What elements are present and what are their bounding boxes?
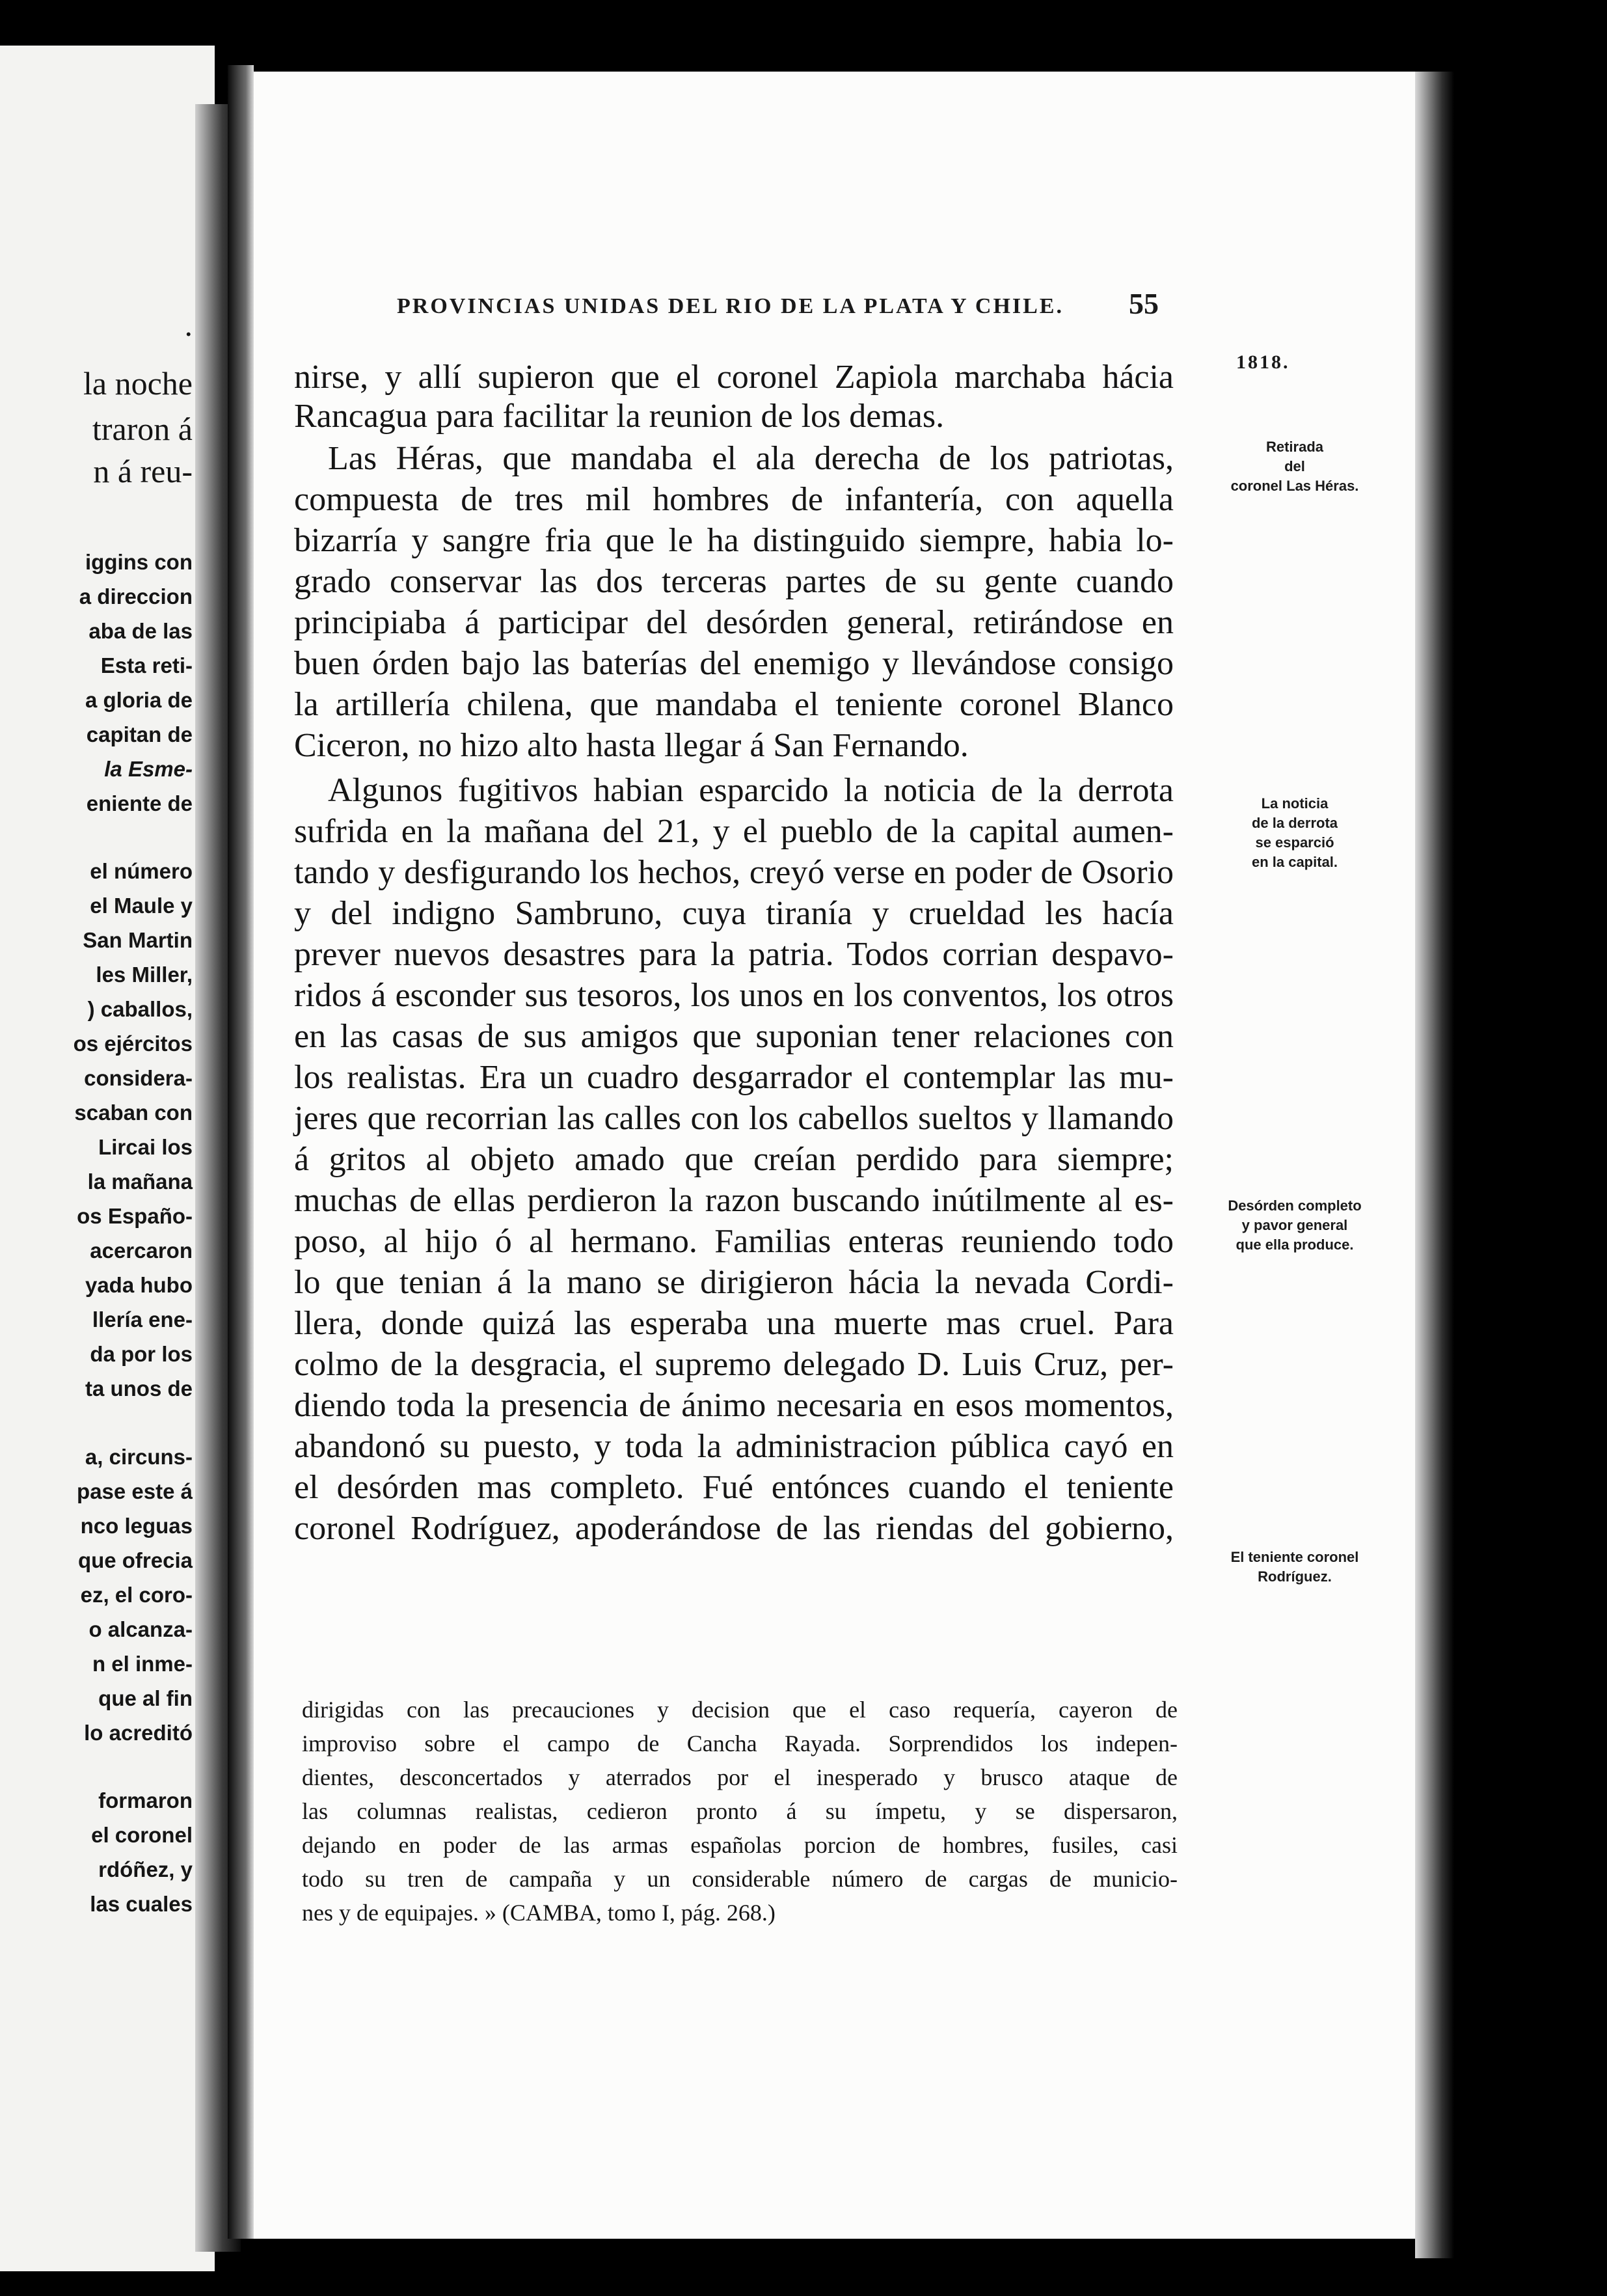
margin-note-desorden bbox=[1184, 1196, 1405, 1255]
body-line: Algunos fugitivos habian esparcido la noticia de la derrota bbox=[328, 772, 1174, 809]
left-page-fragment: llería ene- bbox=[92, 1307, 193, 1332]
left-page-fragment: Lircai los bbox=[98, 1135, 193, 1159]
left-page-fragment: n á reu- bbox=[93, 453, 193, 489]
left-page-fragment: el Maule y bbox=[90, 894, 193, 918]
left-page-fragment: les Miller, bbox=[96, 963, 193, 987]
left-page-fragment: da por los bbox=[90, 1342, 193, 1366]
margin-note-line: en la capital. bbox=[1251, 854, 1338, 870]
body-line: llera, donde quizá las esperaba una muerte mas cruel. Para bbox=[294, 1305, 1174, 1342]
body-line: la artillería chilena, que mandaba el teniente coronel Blanco bbox=[294, 686, 1174, 723]
page-number: 55 bbox=[1129, 287, 1159, 320]
left-page-fragment: scaban con bbox=[74, 1100, 193, 1125]
body-line: á gritos al objeto amado que creían perdido para siempre; bbox=[294, 1141, 1174, 1178]
left-page-fragment: Esta reti- bbox=[100, 653, 193, 677]
footnote-line: improviso sobre el campo de Cancha Rayada. Sorprendidos los indepen- bbox=[302, 1730, 1178, 1756]
left-page-fragment: lo acreditó bbox=[84, 1721, 193, 1745]
margin-note-line: Desórden completo bbox=[1228, 1197, 1362, 1214]
left-page-fragment: ta unos de bbox=[85, 1376, 193, 1401]
page-fore-edge bbox=[1415, 72, 1454, 2258]
body-line: los realistas. Era un cuadro desgarrador el contemplar las mu- bbox=[294, 1059, 1174, 1096]
body-line: tando y desfigurando los hechos, creyó verse en poder de Osorio bbox=[294, 854, 1174, 891]
body-line: colmo de la desgracia, el supremo delegado D. Luis Cruz, per- bbox=[294, 1346, 1174, 1383]
left-page-fragment: San Martin bbox=[83, 928, 193, 952]
left-page-fragment: n el inme- bbox=[92, 1652, 193, 1676]
left-page-fragment: a direccion bbox=[79, 584, 193, 608]
margin-note-line: El teniente coronel bbox=[1230, 1549, 1359, 1565]
left-page-fragment: ) caballos, bbox=[87, 997, 193, 1021]
footnote-line: nes y de equipajes. » (CAMBA, tomo I, pág. 268.) bbox=[302, 1900, 776, 1926]
left-page-fragment: la Esme- bbox=[104, 757, 193, 781]
left-page-fragment: la noche bbox=[83, 365, 193, 402]
margin-note-line: Retirada bbox=[1265, 439, 1324, 455]
body-line: y del indigno Sambruno, cuya tiranía y crueldad les hacía bbox=[294, 895, 1174, 932]
margin-note-retirada bbox=[1184, 437, 1405, 496]
footnote-line: dirigidas con las precauciones y decision que el caso requería, cayeron de bbox=[302, 1697, 1178, 1723]
margin-note-rodriguez bbox=[1184, 1548, 1405, 1587]
left-page-fragment: rdóñez, y bbox=[98, 1857, 193, 1881]
left-page-fragment: ez, el coro- bbox=[80, 1583, 193, 1607]
margin-note-line: del bbox=[1284, 458, 1305, 474]
left-page-fragment: aba de las bbox=[88, 619, 193, 643]
left-page-fragment: considera- bbox=[84, 1066, 193, 1090]
margin-note-line: Rodríguez. bbox=[1258, 1568, 1332, 1585]
running-title: PROVINCIAS UNIDAS DEL RIO DE LA PLATA Y CHILE. bbox=[397, 294, 1064, 318]
body-line: el desórden mas completo. Fué entónces cuando el teniente bbox=[294, 1469, 1174, 1506]
body-line: grado conservar las dos terceras partes de su gente cuando bbox=[294, 563, 1174, 600]
left-page-fragment: eniente de bbox=[86, 791, 193, 815]
left-page-fragment: pase este á bbox=[77, 1479, 193, 1503]
left-page-fragment: formaron bbox=[98, 1788, 193, 1812]
body-line: ridos á esconder sus tesoros, los unos en los conventos, los otros bbox=[294, 977, 1174, 1014]
left-page-fragment: traron á bbox=[92, 411, 193, 447]
left-page-fragment: a gloria de bbox=[85, 688, 193, 712]
body-line: bizarría y sangre fria que le ha distinguido siempre, habia lo- bbox=[294, 522, 1174, 559]
left-page-fragment: el coronel bbox=[91, 1823, 193, 1847]
left-page-fragment: que ofrecia bbox=[77, 1548, 193, 1572]
footnote-line: las columnas realistas, cedieron pronto á su ímpetu, y se dispersaron, bbox=[302, 1798, 1178, 1824]
body-line: Las Héras, que mandaba el ala derecha de los patriotas, bbox=[328, 440, 1174, 477]
margin-note-line: que ella produce. bbox=[1236, 1237, 1354, 1253]
page-gutter-shadow bbox=[228, 65, 254, 2239]
body-line: diendo toda la presencia de ánimo necesaria en esos momentos, bbox=[294, 1387, 1174, 1424]
left-page-fragment: os ejércitos bbox=[73, 1032, 193, 1056]
margin-note-line: coronel Las Héras. bbox=[1230, 478, 1359, 494]
body-line: en las casas de sus amigos que suponian tener relaciones con bbox=[294, 1018, 1174, 1055]
body-line: compuesta de tres mil hombres de infantería, con aquella bbox=[294, 481, 1174, 518]
margin-note-line: La noticia bbox=[1261, 795, 1329, 812]
left-page-fragment: que al fin bbox=[98, 1686, 193, 1710]
left-page-fragment: capitan de bbox=[86, 722, 193, 746]
body-line: jeres que recorrian las calles con los cabellos sueltos y llamando bbox=[294, 1100, 1174, 1137]
left-page-fragment: el número bbox=[90, 859, 193, 883]
body-line: muchas de ellas perdieron la razon buscando inútilmente al es- bbox=[294, 1182, 1174, 1219]
body-line: coronel Rodríguez, apoderándose de las riendas del gobierno, bbox=[294, 1510, 1174, 1547]
margin-note-line: se esparció bbox=[1255, 834, 1334, 851]
margin-year: 1818. bbox=[1236, 351, 1290, 373]
left-page-fragment: las cuales bbox=[90, 1892, 193, 1916]
left-page-fragment: acercaron bbox=[90, 1238, 193, 1263]
footnote-line: todo su tren de campaña y un considerable número de cargas de municio- bbox=[302, 1866, 1178, 1892]
footnote-line: dientes, desconcertados y aterrados por el inesperado y brusco ataque de bbox=[302, 1764, 1178, 1790]
left-page-fragment: . bbox=[184, 307, 193, 343]
left-page-fragment: os Españo- bbox=[77, 1204, 193, 1228]
margin-note-line: y pavor general bbox=[1241, 1217, 1348, 1233]
body-line: prever nuevos desastres para la patria. Todos corrian despavo- bbox=[294, 936, 1174, 973]
left-page-fragment: a, circuns- bbox=[85, 1445, 193, 1469]
body-line: abandonó su puesto, y toda la administracion pública cayó en bbox=[294, 1428, 1174, 1465]
left-page-fragment: o alcanza- bbox=[88, 1617, 193, 1641]
body-line: lo que tenian á la mano se dirigieron hácia la nevada Cordi- bbox=[294, 1264, 1174, 1301]
left-page-fragment: nco leguas bbox=[80, 1514, 193, 1538]
body-line: principiaba á participar del desórden general, retirándose en bbox=[294, 604, 1174, 641]
left-page-fragment: yada hubo bbox=[85, 1273, 193, 1297]
body-line: sufrida en la mañana del 21, y el pueblo de la capital aumen- bbox=[294, 813, 1174, 850]
left-facing-page bbox=[0, 46, 215, 2271]
left-page-fragment: la mañana bbox=[87, 1169, 193, 1194]
footnote-line: dejando en poder de las armas españolas porcion de hombres, fusiles, casi bbox=[302, 1832, 1178, 1858]
left-page-fragment: iggins con bbox=[85, 550, 193, 574]
body-line: Rancagua para facilitar la reunion de los demas. bbox=[294, 398, 945, 435]
margin-note-noticia bbox=[1184, 794, 1405, 872]
body-line: Ciceron, no hizo alto hasta llegar á San Fernando. bbox=[294, 727, 969, 764]
margin-note-line: de la derrota bbox=[1251, 815, 1338, 831]
body-line: poso, al hijo ó al hermano. Familias enteras reuniendo todo bbox=[294, 1223, 1174, 1260]
body-line: nirse, y allí supieron que el coronel Zapiola marchaba hácia bbox=[294, 359, 1174, 396]
body-line: buen órden bajo las baterías del enemigo y llevándose consigo bbox=[294, 645, 1174, 682]
